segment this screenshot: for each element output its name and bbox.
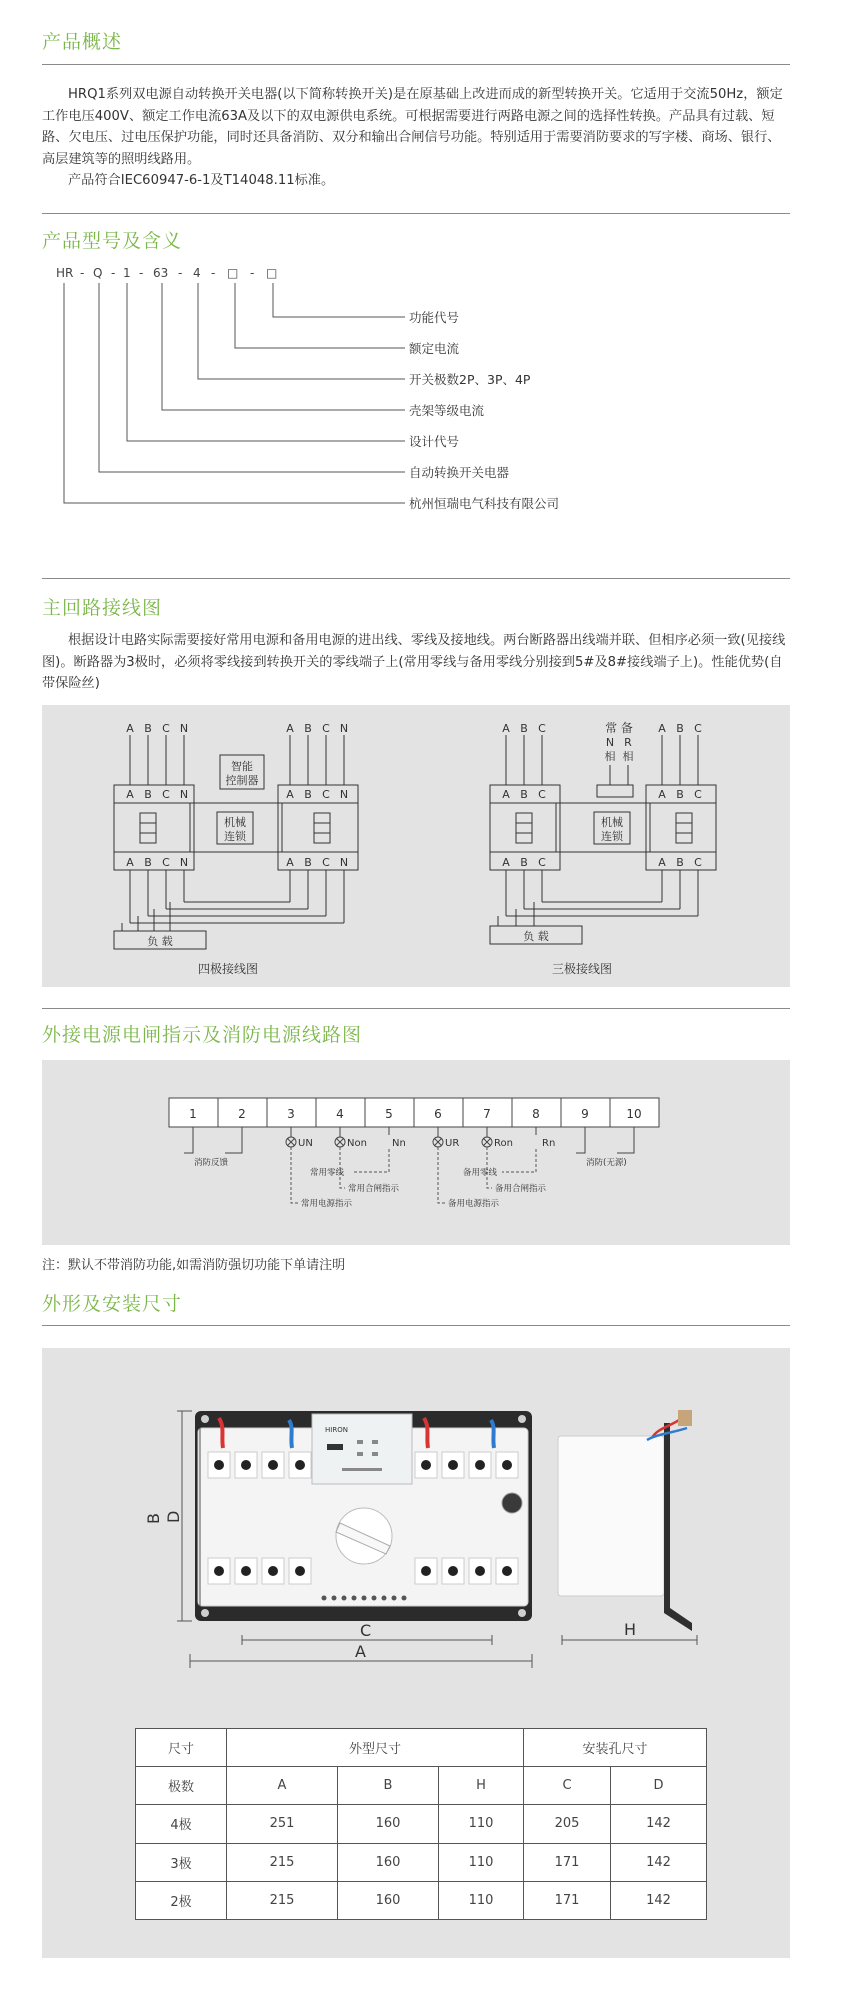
phase-label: N	[179, 856, 189, 869]
phase-label: B	[676, 856, 684, 869]
terminal-number: 8	[532, 1107, 540, 1121]
phase-label: B	[144, 856, 152, 869]
terminal-diagram	[42, 1060, 790, 1245]
phase-label: A	[126, 856, 134, 869]
divider	[42, 1008, 790, 1009]
terminal-symbol: Non	[347, 1138, 367, 1149]
terminal-symbol: UN	[298, 1138, 313, 1149]
dim-label-b: B	[144, 1513, 163, 1524]
meaning-label: 壳架等级电流	[409, 403, 485, 418]
external-note: 注：默认不带消防功能,如需消防强切功能下单请注明	[42, 1258, 346, 1273]
phase-label: B	[304, 856, 312, 869]
dim-label-a: A	[355, 1642, 366, 1661]
backup-neutral-label: 备用零线	[463, 1168, 498, 1178]
load-label: 负 载	[523, 930, 549, 943]
interlock-label: 机械	[601, 816, 623, 829]
backup-close-label: 备用合闸指示	[495, 1184, 547, 1194]
code-part: 1	[123, 266, 131, 280]
table-cell: 215	[227, 1843, 338, 1881]
phase-label: C	[694, 722, 702, 735]
code-part: □	[266, 266, 278, 280]
terminal-number: 2	[238, 1107, 246, 1121]
table-cell: 205	[524, 1805, 611, 1843]
table-header: 尺寸	[136, 1729, 227, 1767]
table-cell: 215	[227, 1881, 338, 1919]
phase-label: A	[126, 722, 134, 735]
terminal-number: 6	[434, 1107, 442, 1121]
table-col-header: B	[338, 1767, 439, 1805]
neutral-label: R	[624, 736, 632, 749]
divider	[42, 578, 790, 579]
phase-label: B	[520, 788, 528, 801]
code-sep: -	[250, 266, 255, 280]
interlock-label: 机械	[224, 816, 246, 829]
controller-label: 控制器	[225, 774, 259, 787]
interlock-label: 连锁	[601, 830, 623, 843]
code-part: Q	[93, 266, 103, 280]
divider	[42, 64, 790, 65]
terminal-symbol: Ron	[494, 1138, 513, 1149]
phase-label: N	[339, 722, 349, 735]
table-header: 外型尺寸	[227, 1729, 524, 1767]
table-cell: 110	[439, 1881, 524, 1919]
phase-label: B	[676, 722, 684, 735]
divider	[42, 213, 790, 214]
table-cell: 2极	[136, 1881, 227, 1919]
terminal-symbol: UR	[445, 1138, 460, 1149]
wiring-paragraph: 根据设计电路实际需要接好常用电源和备用电源的进出线、零线及接地线。两台断路器出线端并联、但相序必须一致(见接线图)。断路器为3极时，必须将零线接到转换开关的零线端子上(常用零线与备用零线分别接到5#及8#接线端子上)。性能优势(自带保险丝)	[42, 633, 786, 691]
phase-label: C	[538, 722, 546, 735]
phase-label: C	[322, 856, 330, 869]
terminal-symbol: Rn	[542, 1138, 556, 1149]
interlock-label: 连锁	[224, 830, 246, 843]
model-title: 产品型号及含义	[42, 230, 183, 252]
table-cell: 160	[338, 1843, 439, 1881]
table-cell: 171	[524, 1843, 611, 1881]
phase-label: B	[144, 722, 152, 735]
table-cell: 171	[524, 1881, 611, 1919]
phase-label: A	[286, 722, 294, 735]
phase-label: C	[162, 788, 170, 801]
phase-label: A	[502, 788, 510, 801]
phase-text: 相	[622, 750, 634, 763]
phase-label: A	[658, 788, 666, 801]
terminal-number: 3	[287, 1107, 295, 1121]
table-cell: 160	[338, 1805, 439, 1843]
dimension-drawing	[42, 1348, 790, 1678]
device-side-view	[558, 1436, 664, 1596]
phase-label: B	[520, 856, 528, 869]
phase-label: A	[286, 788, 294, 801]
dim-label-c: C	[360, 1621, 372, 1640]
divider	[42, 1325, 790, 1326]
table-cell: 142	[611, 1843, 707, 1881]
model-code-diagram	[0, 255, 850, 520]
fire-feedback-label: 消防反馈	[194, 1158, 229, 1168]
fire-passive-label: 消防(无源)	[586, 1158, 627, 1168]
code-part: □	[227, 266, 239, 280]
brand-logo: HIRON	[325, 1426, 348, 1434]
code-sep: -	[111, 266, 116, 280]
common-neutral-label: 常用零线	[310, 1168, 345, 1178]
phase-label: B	[520, 722, 528, 735]
dim-label-h: H	[624, 1620, 637, 1639]
code-part: HR	[56, 266, 74, 280]
phase-label: A	[126, 788, 134, 801]
table-cell: 110	[439, 1805, 524, 1843]
phase-label: C	[694, 856, 702, 869]
wiring-panel	[42, 705, 790, 987]
table-header: 极数	[136, 1767, 227, 1805]
wiring-diagram	[42, 705, 790, 987]
phase-label: A	[658, 722, 666, 735]
external-title: 外接电源电闸指示及消防电源线路图	[42, 1024, 363, 1046]
phase-label: A	[502, 722, 510, 735]
phase-label: A	[286, 856, 294, 869]
terminal-number: 5	[385, 1107, 393, 1121]
terminal-number: 1	[189, 1107, 197, 1121]
dimensions-title: 外形及安装尺寸	[42, 1293, 183, 1315]
four-pole-caption: 四极接线图	[197, 962, 259, 976]
controller-label: 智能	[231, 760, 253, 773]
backup-power-label: 备用电源指示	[448, 1199, 500, 1209]
table-col-header: H	[439, 1767, 524, 1805]
phase-label: C	[538, 856, 546, 869]
code-part: 63	[153, 266, 169, 280]
table-row	[136, 1805, 707, 1843]
table-row	[136, 1843, 707, 1881]
phase-label: N	[179, 722, 189, 735]
common-power-label: 常用电源指示	[301, 1199, 353, 1209]
phase-label: N	[339, 788, 349, 801]
table-col-header: C	[524, 1767, 611, 1805]
neutral-label: N	[605, 736, 615, 749]
code-sep: -	[139, 266, 144, 280]
common-backup-label: 常 备	[605, 721, 633, 735]
overview-paragraph: HRQ1系列双电源自动转换开关电器(以下简称转换开关)是在原基础上改进而成的新型转换开关。它适用于交流50Hz，额定工作电压400V、额定工作电流63A及以下的双电源供电系统。可根据需要进行两路电源之间的选择性转换。产品具有过载、短路、欠电压、过电压保护功能，同时还具备消防、双分和输出合闸信号功能。特别适用于需要消防要求的写字楼、商场、银行、高层建筑等的照明线路用。	[42, 87, 783, 167]
code-part: 4	[193, 266, 201, 280]
external-panel	[42, 1060, 790, 1245]
table-cell: 160	[338, 1881, 439, 1919]
table-col-header: A	[227, 1767, 338, 1805]
overview-title: 产品概述	[42, 31, 123, 53]
meaning-label: 自动转换开关电器	[409, 465, 510, 480]
overview-standard: 产品符合IEC60947-6-1及T14048.11标准。	[68, 173, 335, 188]
phase-label: B	[304, 788, 312, 801]
phase-label: A	[502, 856, 510, 869]
terminal-symbol: Nn	[392, 1138, 406, 1149]
table-row	[136, 1881, 707, 1919]
terminal-number: 4	[336, 1107, 344, 1121]
terminal-number: 10	[626, 1107, 642, 1121]
table-cell: 110	[439, 1843, 524, 1881]
code-sep: -	[211, 266, 216, 280]
phase-label: A	[658, 856, 666, 869]
phase-text: 相	[604, 750, 616, 763]
code-sep: -	[80, 266, 85, 280]
dimension-table	[135, 1728, 707, 1920]
overview-text	[42, 84, 790, 192]
phase-label: N	[339, 856, 349, 869]
phase-label: C	[694, 788, 702, 801]
phase-label: C	[322, 788, 330, 801]
table-cell: 142	[611, 1881, 707, 1919]
phase-label: B	[144, 788, 152, 801]
terminal-number: 7	[483, 1107, 491, 1121]
meaning-label: 功能代号	[409, 310, 460, 325]
meaning-label: 额定电流	[409, 341, 460, 356]
table-cell: 142	[611, 1805, 707, 1843]
table-cell: 4极	[136, 1805, 227, 1843]
meaning-label: 杭州恒瑞电气科技有限公司	[409, 496, 560, 511]
phase-label: C	[322, 722, 330, 735]
wiring-text	[42, 630, 790, 695]
table-cell: 251	[227, 1805, 338, 1843]
code-sep: -	[178, 266, 183, 280]
terminal-number: 9	[581, 1107, 589, 1121]
table-cell: 3极	[136, 1843, 227, 1881]
dim-label-d: D	[164, 1510, 183, 1523]
side-mount-bracket	[664, 1423, 692, 1631]
three-pole-caption: 三极接线图	[551, 962, 613, 976]
common-close-label: 常用合闸指示	[348, 1184, 400, 1194]
meaning-label: 设计代号	[409, 434, 460, 449]
phase-label: C	[162, 722, 170, 735]
table-header: 安装孔尺寸	[524, 1729, 707, 1767]
phase-label: N	[179, 788, 189, 801]
load-label: 负 载	[147, 935, 173, 948]
phase-label: B	[304, 722, 312, 735]
wiring-title: 主回路接线图	[42, 597, 163, 619]
meaning-label: 开关极数2P、3P、4P	[409, 372, 531, 387]
phase-label: C	[538, 788, 546, 801]
phase-label: B	[676, 788, 684, 801]
table-col-header: D	[611, 1767, 707, 1805]
phase-label: C	[162, 856, 170, 869]
